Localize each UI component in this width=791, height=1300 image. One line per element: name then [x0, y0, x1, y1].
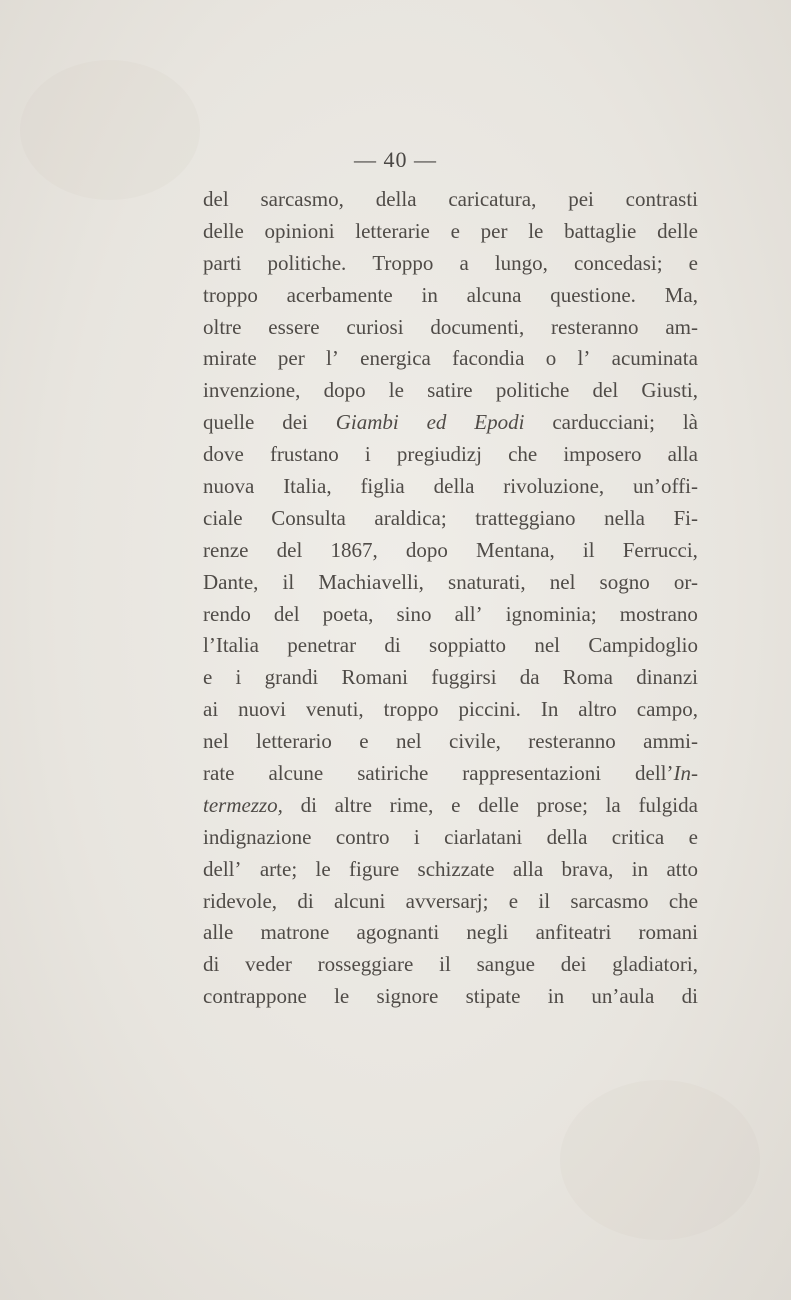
- text-line: indignazione contro i ciarlatani della critica e: [203, 824, 698, 849]
- text-line: renze del 1867, dopo Mentana, il Ferrucci,: [203, 537, 698, 562]
- page-number: — 40 —: [354, 147, 437, 172]
- text-line: termezzo, di altre rime, e delle prose; la fulgida: [203, 792, 698, 817]
- text-line: quelle dei Giambi ed Epodi carducciani; là: [203, 410, 698, 435]
- text-line: parti politiche. Troppo a lungo, concedasi; e: [203, 250, 698, 275]
- text-line: l’Italia penetrar di soppiatto nel Campidoglio: [203, 633, 698, 658]
- text-line: mirate per l’ energica facondia o l’ acuminata: [203, 346, 698, 371]
- paper-stain: [20, 60, 200, 200]
- text-line: alle matrone agognanti negli anfiteatri romani: [203, 920, 698, 945]
- text-line: troppo acerbamente in alcuna questione. Ma,: [203, 282, 698, 307]
- text-line: nel letterario e nel civile, resteranno ammi-: [203, 729, 698, 754]
- text-line: ciale Consulta araldica; tratteggiano nella Fi-: [203, 505, 698, 530]
- text-line: ai nuovi venuti, troppo piccini. In altro campo,: [203, 697, 698, 722]
- text-line: rendo del poeta, sino all’ ignominia; mostrano: [203, 601, 698, 626]
- text-line: rate alcune satiriche rappresentazioni dell’In-: [203, 761, 698, 786]
- text-line: di veder rosseggiare il sangue dei gladiatori,: [203, 952, 698, 977]
- text-line: contrappone le signore stipate in un’aula di: [203, 984, 698, 1009]
- body-text: [203, 184, 698, 1013]
- text-line: delle opinioni letterarie e per le battaglie delle: [203, 218, 698, 243]
- text-line: ridevole, di alcuni avversarj; e il sarcasmo che: [203, 888, 698, 913]
- text-line: dell’ arte; le figure schizzate alla brava, in atto: [203, 856, 698, 881]
- text-line: Dante, il Machiavelli, snaturati, nel sogno or-: [203, 569, 698, 594]
- text-line: invenzione, dopo le satire politiche del Giusti,: [203, 378, 698, 403]
- text-line: nuova Italia, figlia della rivoluzione, un’offi-: [203, 474, 698, 499]
- text-line: oltre essere curiosi documenti, resteranno am-: [203, 314, 698, 339]
- text-line: e i grandi Romani fuggirsi da Roma dinanzi: [203, 665, 698, 690]
- text-line: dove frustano i pregiudizj che imposero alla: [203, 442, 698, 467]
- text-line: del sarcasmo, della caricatura, pei contrasti: [203, 187, 698, 211]
- paper-stain: [560, 1080, 760, 1240]
